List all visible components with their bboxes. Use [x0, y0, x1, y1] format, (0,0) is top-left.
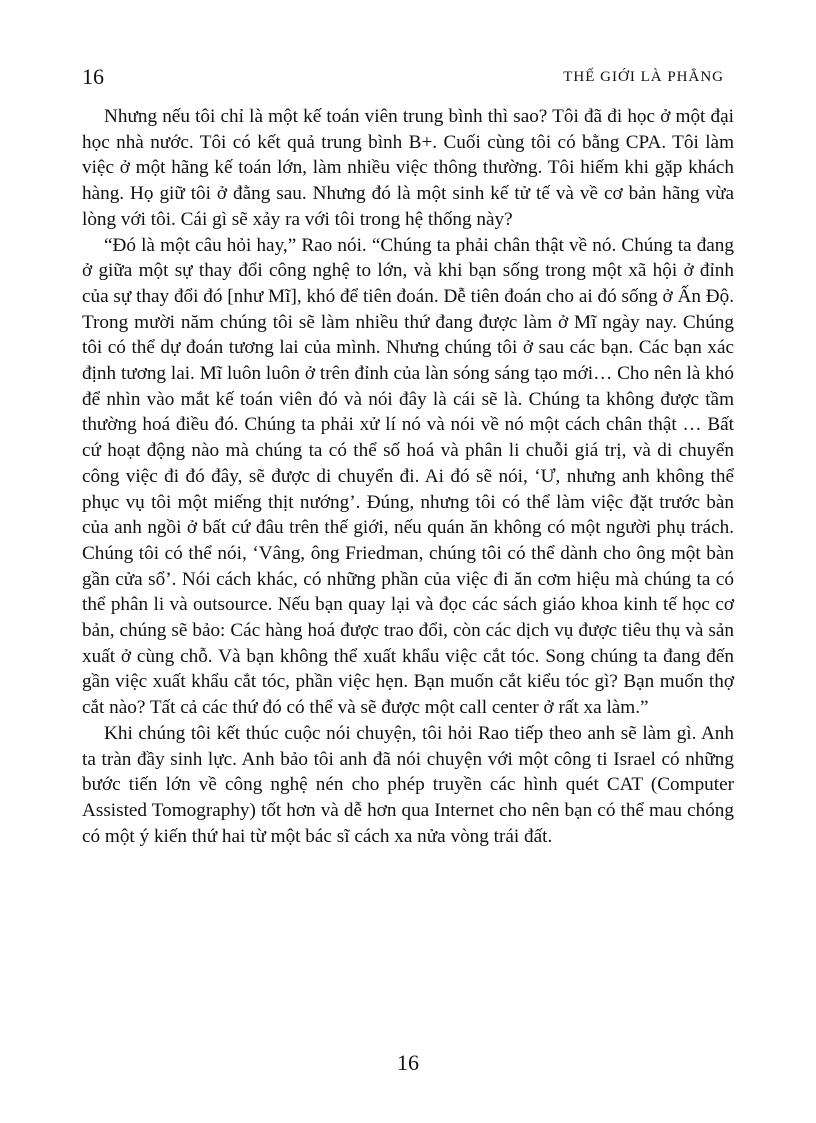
paragraph-2: “Đó là một câu hỏi hay,” Rao nói. “Chúng ta phải chân thật về nó. Chúng ta đang ở giữa một sự thay đổi công nghệ to lớn, và khi bạn sống trong một xã hội ở đỉnh của sự thay đổi đó [như Mĩ], khó để tiên đoán. Dễ tiên đoán cho ai đó sống ở Ấn Độ. Trong mười năm chúng tôi sẽ làm nhiều thứ đang được làm ở Mĩ ngày nay. Chúng tôi có thể dự đoán tương lai của mình. Nhưng chúng tôi ở sau các bạn. Các bạn xác định tương lai. Mĩ luôn luôn ở trên đỉnh của làn sóng sáng tạo mới… Cho nên là khó để nhìn vào mắt kế toán viên đó và nói đây là cái sẽ là. Chúng ta không được tầm thường hoá điều đó. Chúng ta phải xử lí nó và nói về nó một cách chân thật … Bất cứ hoạt động nào mà chúng ta có thể số hoá và phân li chuỗi giá trị, và di chuyển công việc đi đó đây, sẽ được di chuyển đi. Ai đó sẽ nói, ‘Ư, nhưng anh không thể phục vụ tôi một miếng thịt nướng’. Đúng, nhưng tôi có thể làm việc đặt trước bàn của anh ngồi ở bất cứ đâu trên thế giới, nếu quán ăn không có một người phụ trách. Chúng tôi có thể nói, ‘Vâng, ông Friedman, chúng tôi có thể dành cho ông một bàn gần cửa sổ’. Nói cách khác, có những phần của việc đi ăn cơm hiệu mà chúng ta có thể phân li và outsource. Nếu bạn quay lại và đọc các sách giáo khoa kinh tế học cơ bản, chúng sẽ bảo: Các hàng hoá được trao đổi, còn các dịch vụ được tiêu thụ và sản xuất ở cùng chỗ. Và bạn không thể xuất khẩu việc cắt tóc. Song chúng ta đang đến gần việc xuất khẩu cắt tóc, phần việc hẹn. Bạn muốn cắt kiểu tóc gì? Bạn muốn thợ cắt nào? Tất cả các thứ đó có thể và sẽ được một call center ở rất xa làm.” [82, 234, 734, 719]
body-text [82, 104, 734, 849]
header-page-number: 16 [82, 64, 104, 89]
paragraph-1: Nhưng nếu tôi chỉ là một kế toán viên trung bình thì sao? Tôi đã đi học ở một đại học nhà nước. Tôi có kết quả trung bình B+. Cuối cùng tôi có bằng CPA. Tôi làm việc ở một hãng kế toán lớn, làm nhiều việc thông thường. Tôi hiếm khi gặp khách hàng. Họ giữ tôi ở đằng sau. Nhưng đó là một sinh kế tử tế và về cơ bản hãng vừa lòng với tôi. Cái gì sẽ xảy ra với tôi trong hệ thống này? [82, 106, 734, 230]
footer-page-number: 16 [397, 1050, 419, 1075]
running-title: THẾ GIỚI LÀ PHẲNG [563, 69, 724, 85]
paragraph-3: Khi chúng tôi kết thúc cuộc nói chuyện, tôi hỏi Rao tiếp theo anh sẽ làm gì. Anh ta tràn đầy sinh lực. Anh bảo tôi anh đã nói chuyện với một công ti Israel có những bước tiến lớn về công nghệ nén cho phép truyền các hình quét CAT (Computer Assisted Tomography) tốt hơn và dễ hơn qua Internet cho nên bạn có thể mau chóng có một ý kiến thứ hai từ một bác sĩ cách xa nửa vòng trái đất. [82, 722, 734, 847]
